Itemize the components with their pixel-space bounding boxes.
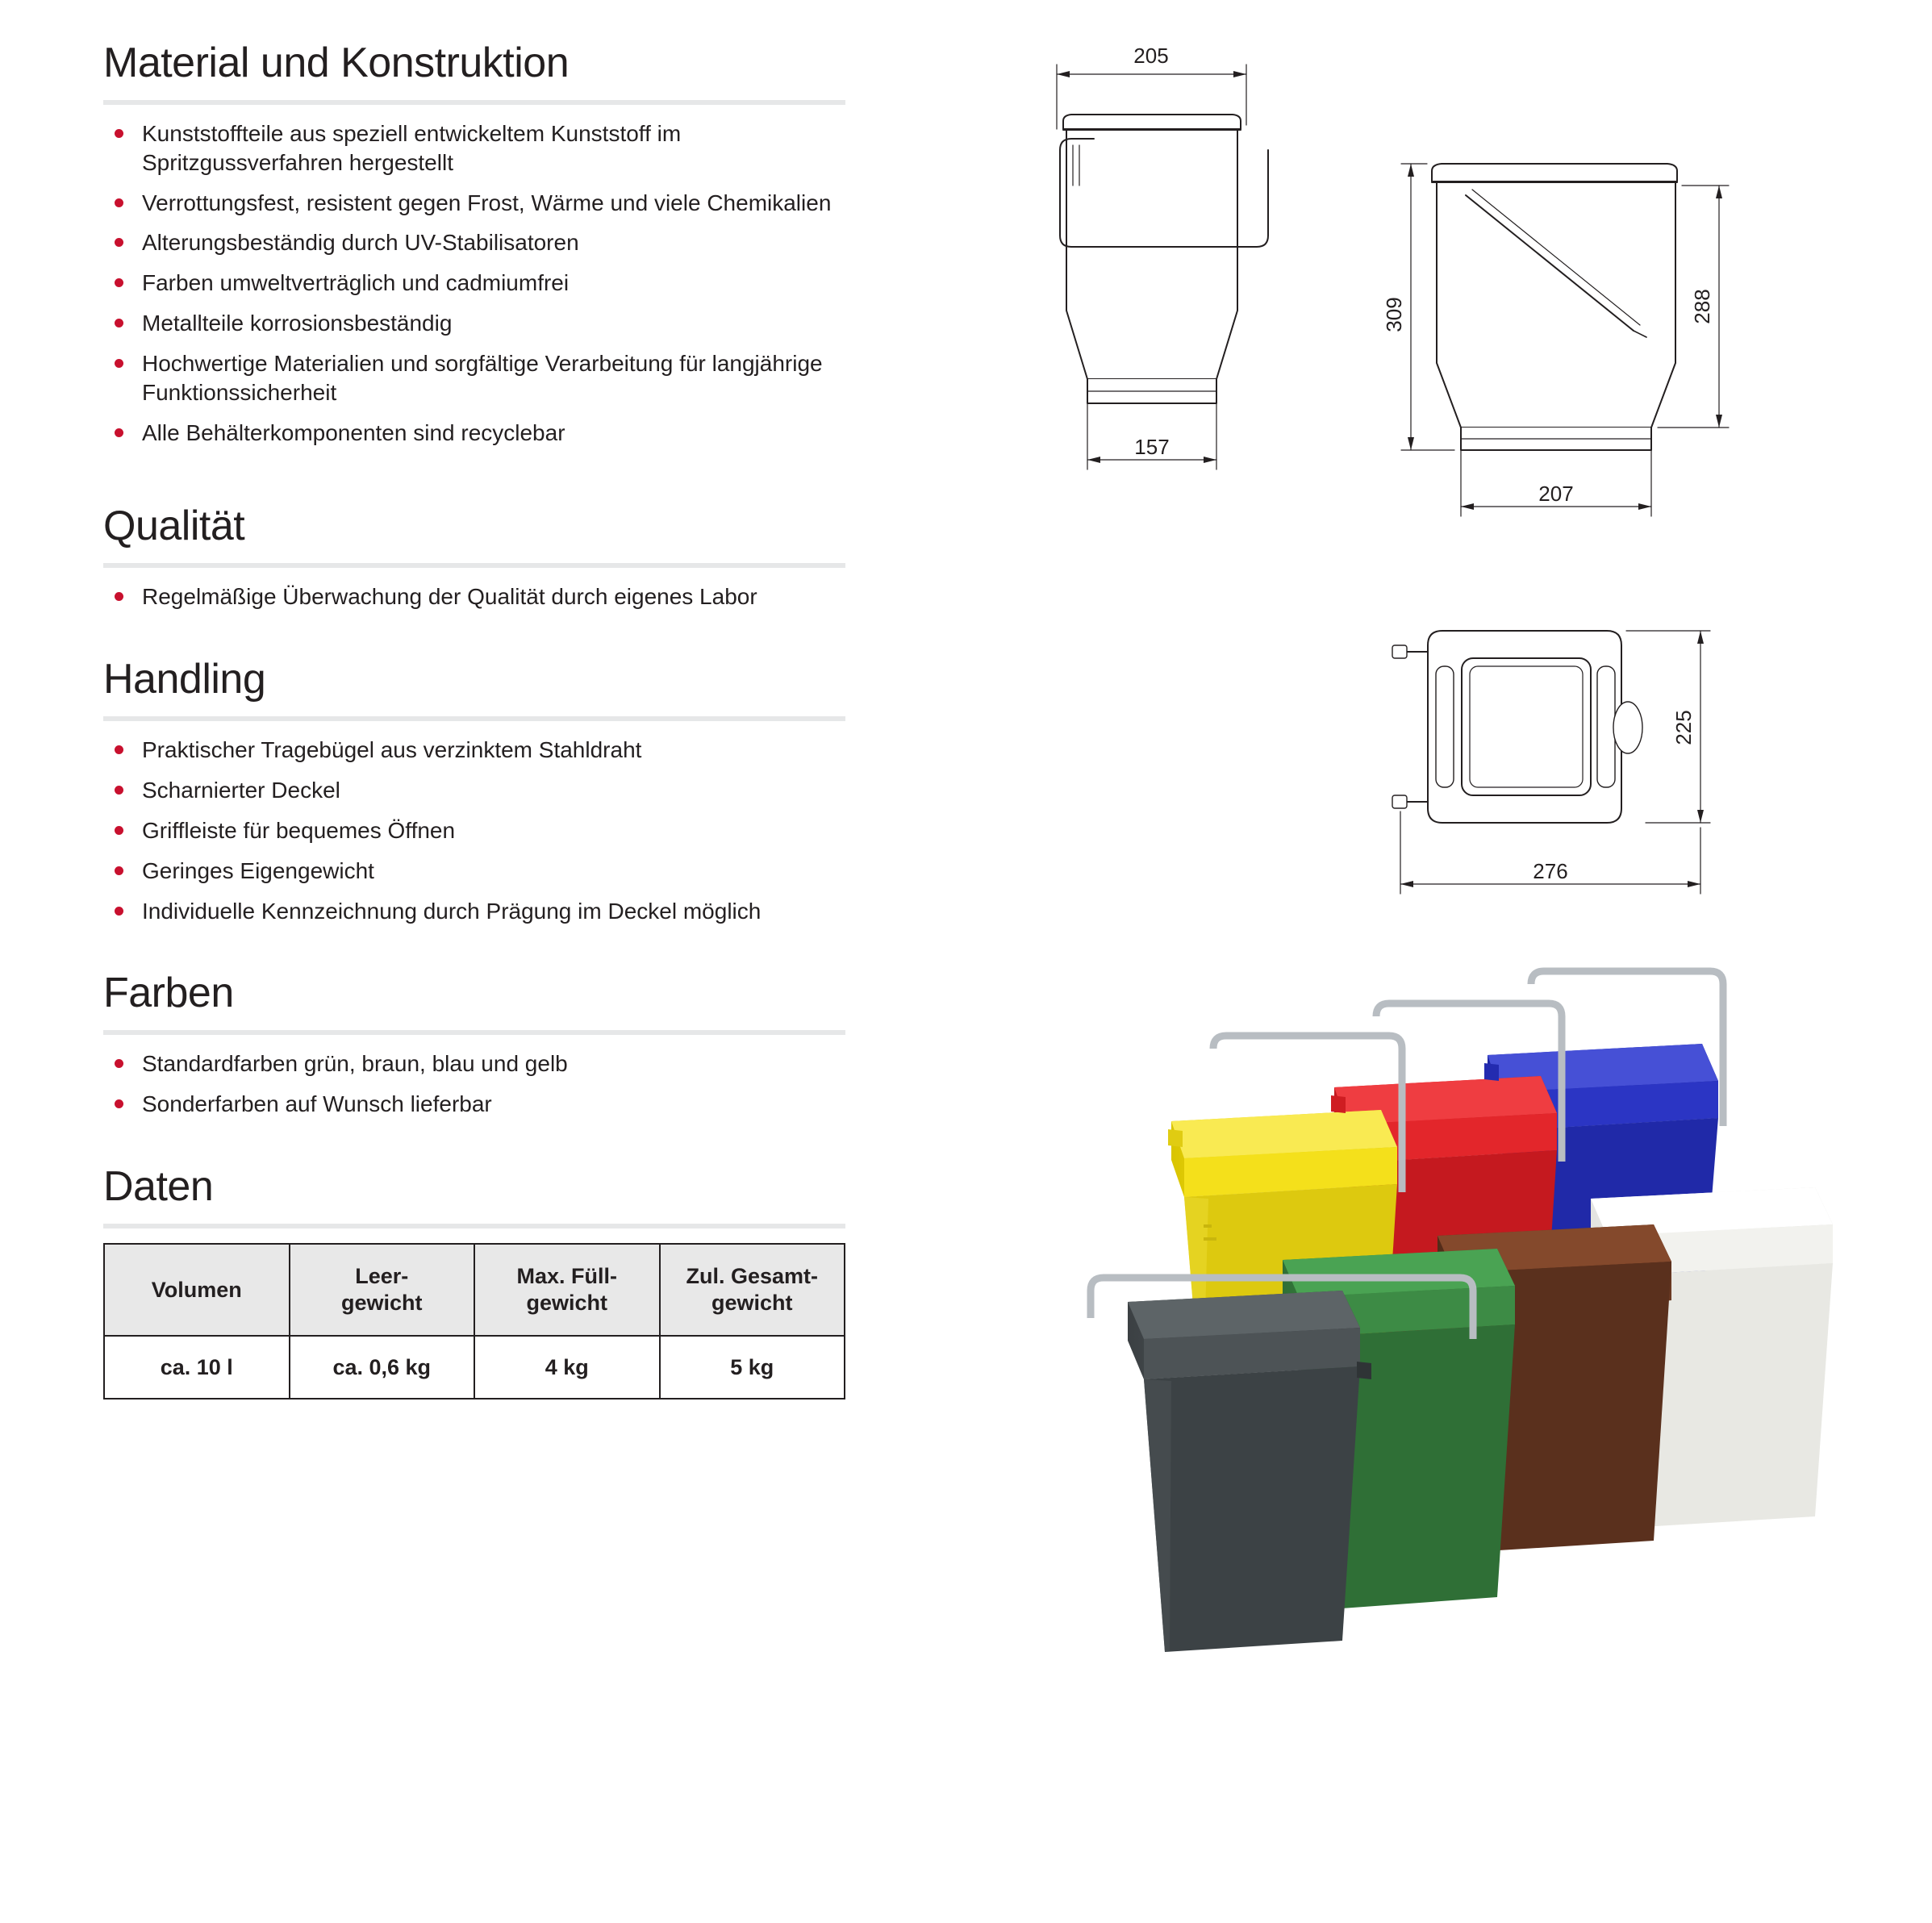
technical-drawings bbox=[1024, 24, 1904, 960]
bullet-list-qualitaet bbox=[103, 582, 845, 611]
section-title-material: Material und Konstruktion bbox=[103, 40, 570, 86]
list-item: Sonderfarben auf Wunsch lieferbar bbox=[103, 1090, 845, 1119]
list-item: Geringes Eigengewicht bbox=[103, 857, 845, 886]
section-rule bbox=[103, 1224, 845, 1228]
table-cell: ca. 10 l bbox=[104, 1336, 290, 1399]
dimension-label-276: 276 bbox=[1533, 859, 1568, 883]
header-line2: gewicht bbox=[340, 1291, 423, 1316]
bins-svg bbox=[992, 960, 1912, 1912]
side-view-drawing bbox=[1382, 164, 1729, 516]
header-line1: Zul. Gesamt- bbox=[686, 1264, 819, 1289]
table-row bbox=[104, 1336, 845, 1399]
header-line1: Max. Füll- bbox=[516, 1264, 617, 1289]
dimension-label-288: 288 bbox=[1690, 289, 1714, 324]
dimension-label-157: 157 bbox=[1134, 435, 1170, 459]
header-line1: Leer- bbox=[355, 1264, 409, 1289]
spacer bbox=[103, 623, 845, 655]
header-line1: Volumen bbox=[151, 1277, 242, 1302]
spacer bbox=[103, 1130, 845, 1162]
text-column bbox=[103, 39, 845, 1399]
bullet-list-handling bbox=[103, 736, 845, 925]
data-table bbox=[103, 1243, 845, 1399]
table-cell: 5 kg bbox=[660, 1336, 845, 1399]
header-line2: gewicht bbox=[711, 1291, 793, 1316]
list-item: Alterungsbeständig durch UV-Stabilisatoren bbox=[103, 228, 845, 257]
list-item: Alle Behälterkomponenten sind recyclebar bbox=[103, 419, 845, 448]
section-rule bbox=[103, 563, 845, 568]
front-view-drawing bbox=[1057, 44, 1268, 469]
list-item: Griffleiste für bequemes Öffnen bbox=[103, 816, 845, 845]
list-item: Regelmäßige Überwachung der Qualität durch eigenes Labor bbox=[103, 582, 845, 611]
list-item: Scharnierter Deckel bbox=[103, 776, 845, 805]
section-rule bbox=[103, 1030, 845, 1035]
table-header-row bbox=[104, 1244, 845, 1336]
table-header-cell bbox=[474, 1244, 660, 1336]
list-item: Hochwertige Materialien und sorgfältige Verarbeitung für langjährige Funktionssicherheit bbox=[103, 349, 845, 407]
list-item: Verrottungsfest, resistent gegen Frost, Wärme und viele Chemikalien bbox=[103, 189, 845, 218]
section-rule bbox=[103, 100, 845, 105]
drawings-svg bbox=[1024, 24, 1904, 976]
spacer bbox=[103, 936, 845, 969]
table-cell: ca. 0,6 kg bbox=[290, 1336, 475, 1399]
section-rule bbox=[103, 716, 845, 721]
table-header-cell bbox=[290, 1244, 475, 1336]
list-item: Kunststoffteile aus speziell entwickeltem Kunststoff im Spritzgussverfahren hergestellt bbox=[103, 119, 845, 177]
dimension-label-225: 225 bbox=[1671, 710, 1696, 745]
table-header-cell bbox=[104, 1244, 290, 1336]
bullet-list-farben bbox=[103, 1049, 845, 1119]
list-item: Metallteile korrosionsbeständig bbox=[103, 309, 845, 338]
section-title-farben: Farben bbox=[103, 970, 234, 1017]
product-photo-bins bbox=[992, 960, 1912, 1912]
list-item: Farben umweltverträglich und cadmiumfrei bbox=[103, 269, 845, 298]
header-line2: gewicht bbox=[526, 1291, 607, 1316]
table-cell: 4 kg bbox=[474, 1336, 660, 1399]
list-item: Individuelle Kennzeichnung durch Prägung im Deckel möglich bbox=[103, 897, 845, 926]
dimension-label-207: 207 bbox=[1538, 482, 1574, 506]
table-header-cell bbox=[660, 1244, 845, 1336]
section-title-handling: Handling bbox=[103, 656, 266, 703]
dimension-label-309: 309 bbox=[1382, 297, 1406, 332]
list-item: Standardfarben grün, braun, blau und gelb bbox=[103, 1049, 845, 1078]
section-title-daten: Daten bbox=[103, 1163, 214, 1211]
bullet-list-material bbox=[103, 119, 845, 447]
section-title-qualitaet: Qualität bbox=[103, 503, 245, 550]
spacer bbox=[103, 458, 845, 502]
top-view-drawing bbox=[1392, 631, 1710, 894]
list-item: Praktischer Tragebügel aus verzinktem Stahldraht bbox=[103, 736, 845, 765]
dimension-label-205: 205 bbox=[1133, 44, 1169, 68]
